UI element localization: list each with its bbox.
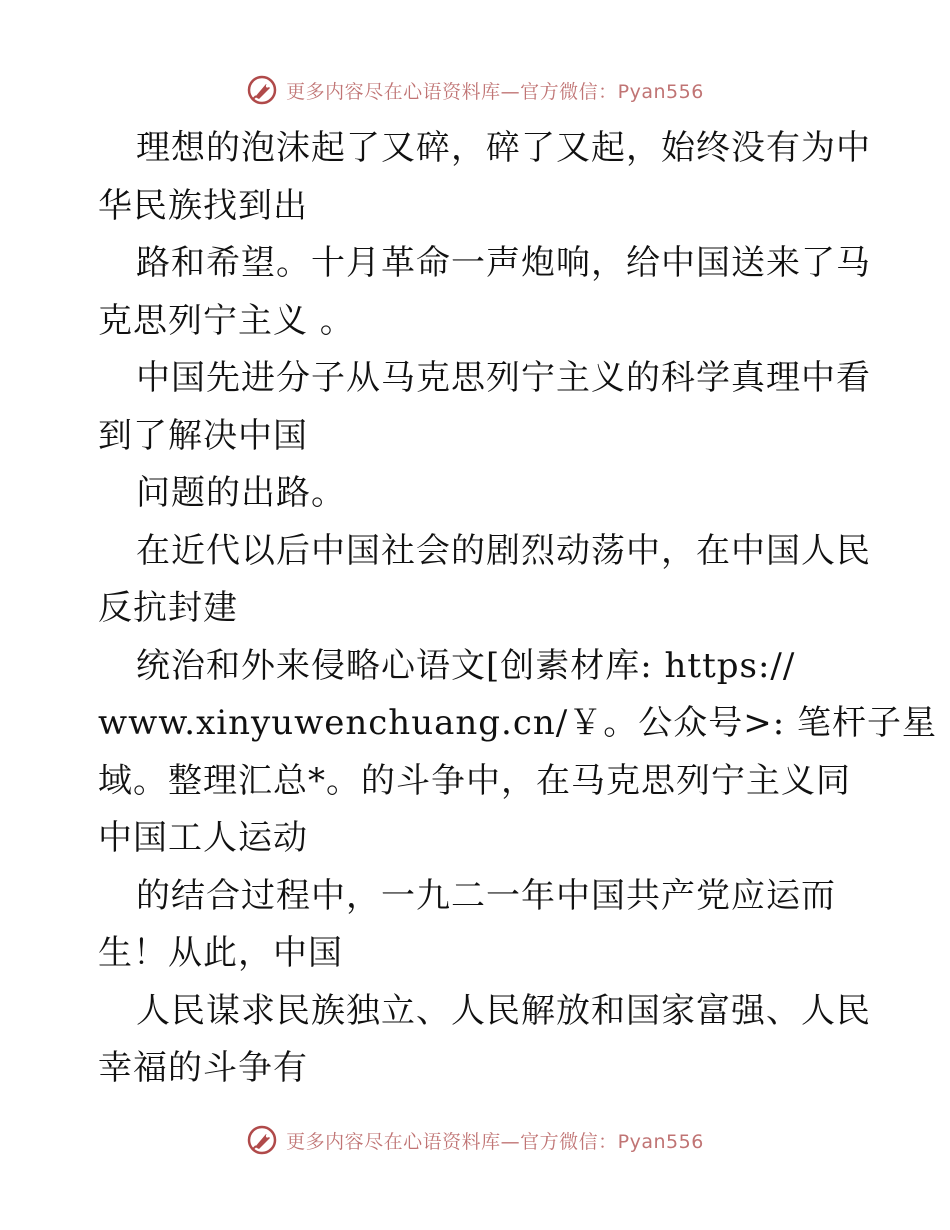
text-line: 人民谋求民族独立、人民解放和国家富强、人民 [136, 990, 871, 1031]
text-line: 中国工人运动 [98, 818, 308, 858]
text-line: 中国先进分子从马克思列宁主义的科学真理中看 [136, 358, 871, 398]
text-line: 华民族找到出 [98, 185, 308, 226]
pen-nib-logo-icon [246, 74, 278, 106]
text-line: 在近代以后中国社会的剧烈动荡中，在中国人民 [136, 530, 871, 571]
text-line: 问题的出路。 [136, 473, 346, 513]
text-line: 域。整理汇总*。的斗争中，在马克思列宁主义同 [98, 760, 851, 801]
footer-watermark-banner [0, 1120, 950, 1160]
text-line: 的结合过程中，一九二一年中国共产党应运而 [136, 875, 836, 916]
header-banner-text: 更多内容尽在心语资料库—官方微信：Pyan556 [286, 80, 704, 103]
pen-nib-logo-icon [246, 1124, 278, 1156]
text-line: www.xinyuwenchuang.cn/￥。公众号>: 笔杆子星 [98, 703, 937, 743]
document-body [98, 120, 937, 1098]
text-line: 幸福的斗争有 [98, 1048, 308, 1088]
footer-banner-text: 更多内容尽在心语资料库—官方微信：Pyan556 [286, 1130, 704, 1153]
text-line: 克思列宁主义 。 [98, 300, 355, 341]
text-line: 统治和外来侵略心语文[创素材库: https:// [136, 645, 796, 686]
text-line: 路和希望。十月革命一声炮响，给中国送来了马 [136, 243, 871, 283]
header-watermark-banner [0, 70, 950, 110]
text-line: 反抗封建 [98, 588, 238, 628]
text-line: 到了解决中国 [98, 415, 308, 456]
text-line: 生！从此，中国 [98, 933, 343, 973]
text-line: 理想的泡沫起了又碎，碎了又起，始终没有为中 [136, 128, 871, 168]
